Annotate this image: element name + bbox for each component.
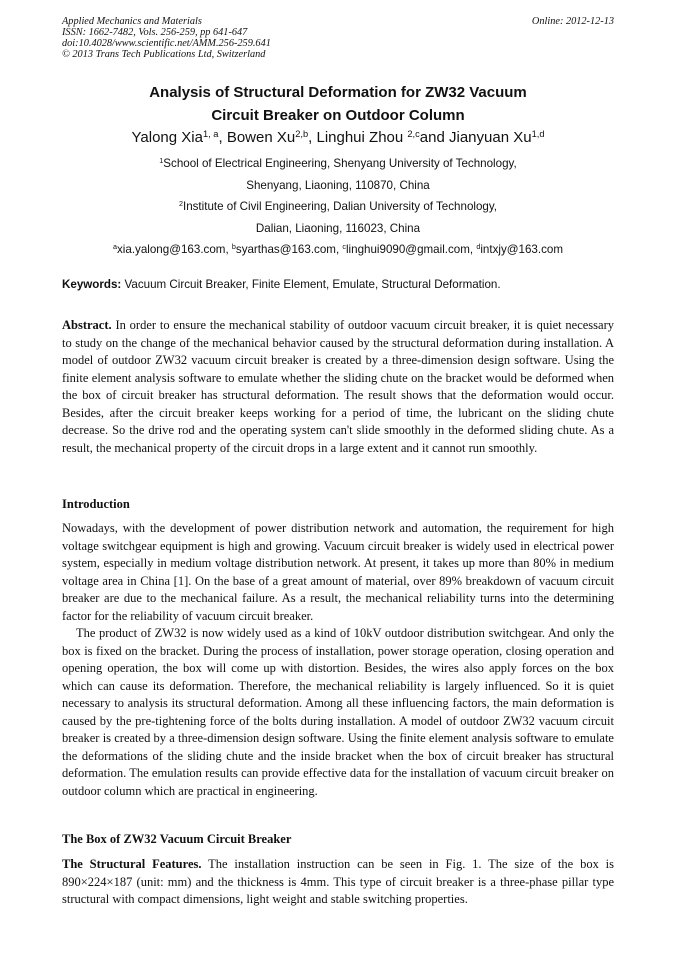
author-1: Yalong Xia$^{1, a}$,	[131, 128, 227, 146]
title-line-1: Analysis of Structural Deformation for ZW32 Vacuum	[149, 84, 527, 101]
abstract	[62, 317, 614, 457]
email-a[interactable]: $^a$xia.yalong@163.com,	[113, 242, 232, 256]
journal-header	[62, 16, 614, 60]
abstract-text: In order to ensure the mechanical stability of outdoor vacuum circuit breaker, it is quiet necessary to study on the change of the mechanical behavior caused by the structural deformation during installation. A model of outdoor ZW32 vacuum circuit breaker is created by a three-dimension design software. Using the finite element analysis software to emulate whether the sliding chute on the bracket would be deformed when the box of circuit breaker has structural deformation. The result shows that the deformation would occur. Besides, after the circuit breaker keeps working for a period of time, the lubricant on the sliding chute decrease. So the drive rod and the operating system can't slide smoothly in the deformed sliding chute. As a result, the mechanical property of the circuit drops in a large extent and it cannot run smoothly.	[62, 318, 614, 455]
email-list	[62, 239, 614, 261]
title-line-2: Circuit Breaker on Outdoor Column	[211, 107, 465, 124]
keywords	[62, 277, 614, 293]
author-4: and Jianyuan Xu$^{1,d}$	[419, 128, 545, 146]
abstract-label: Abstract.	[62, 318, 112, 332]
author-2: Bowen Xu$^{2,b}$,	[226, 128, 317, 146]
paper-title	[62, 81, 614, 127]
introduction-paragraph-2: The product of ZW32 is now widely used as a kind of 10kV outdoor distribution switchgear. And only the box is fixed on the bracket. During the process of installation, power storage operation, closing operation and opening operation, the box will come up with distortion. Besides, the wires also apply forces on the box which can cause its deformation. Therefore, the mechanical reliability is largely influenced. So it is quiet necessary to analysis its structural deformation. Among all these influencing factors, the main deformation is caused by the pre-tightening force of the bolts during installation. A model of outdoor ZW32 vacuum circuit breaker is created by a three-dimension design software. Using the finite element analysis software to emulate the deformations of the sliding chute and the inside bracket when the box of circuit breaker has structural deformation. The emulation results can provide effective data for the installation of vacuum circuit breaker on outdoor column which are practical in engineering.	[62, 626, 614, 798]
introduction-paragraph-1: Nowadays, with the development of power distribution network and automation, the requirement for high voltage switchgear equipment is high and growing. Vacuum circuit breaker is widely used in electrical power system, especially in medium voltage distribution network. At present, it takes up more than 80% in medium voltage area in China [1]. On the base of a great amount of material, over 89% breakdown of vacuum circuit breaker are due to the mechanical failure. As a result, the mechanical reliability turns into the determining factor for the reliability of vacuum circuit breaker.	[62, 521, 614, 623]
email-d[interactable]: $^d$intxjy@163.com	[476, 242, 563, 256]
affiliation-2-line-2: Dalian, Liaoning, 116023, China	[255, 221, 421, 235]
email-c[interactable]: $^c$linghui9090@gmail.com,	[342, 242, 477, 256]
journal-name: Applied Mechanics and Materials	[62, 16, 202, 27]
structural-features-label: The Structural Features.	[62, 857, 202, 871]
affiliation-1-line-2: Shenyang, Liaoning, 110870, China	[246, 178, 430, 192]
affiliations	[62, 153, 614, 261]
email-b[interactable]: $^b$syarthas@163.com,	[231, 242, 343, 256]
introduction-body	[62, 520, 614, 800]
keywords-text: Vacuum Circuit Breaker, Finite Element, Emulate, Structural Deformation.	[121, 278, 501, 291]
structural-features-text: The installation instruction can be seen in Fig. 1. The size of the box is 890×224×187 (unit: mm) and the thickness is 4mm. This type of circuit breaker is a three-phase pillar type structural with compact dimensions, light weight and stable switching properties.	[62, 857, 615, 906]
author-list	[62, 127, 614, 149]
doi-line[interactable]: doi:10.4028/www.scientific.net/AMM.256-259.641	[62, 38, 271, 49]
author-3: Linghui Zhou $^{2,c}$	[316, 128, 420, 146]
online-date: Online: 2012-12-13	[531, 16, 614, 27]
issn-line: ISSN: 1662-7482, Vols. 256-259, pp 641-647	[62, 27, 248, 38]
copyright-line: © 2013 Trans Tech Publications Ltd, Switzerland	[62, 49, 266, 60]
box-section-body	[62, 856, 614, 909]
affiliation-2-line-1: $^2$Institute of Civil Engineering, Dalian University of Technology,	[178, 199, 498, 213]
box-section-heading: The Box of ZW32 Vacuum Circuit Breaker	[62, 832, 292, 846]
introduction-heading: Introduction	[62, 497, 130, 511]
keywords-label: Keywords:	[62, 278, 122, 291]
affiliation-1-line-1: $^1$School of Electrical Engineering, Shenyang University of Technology,	[159, 156, 517, 170]
